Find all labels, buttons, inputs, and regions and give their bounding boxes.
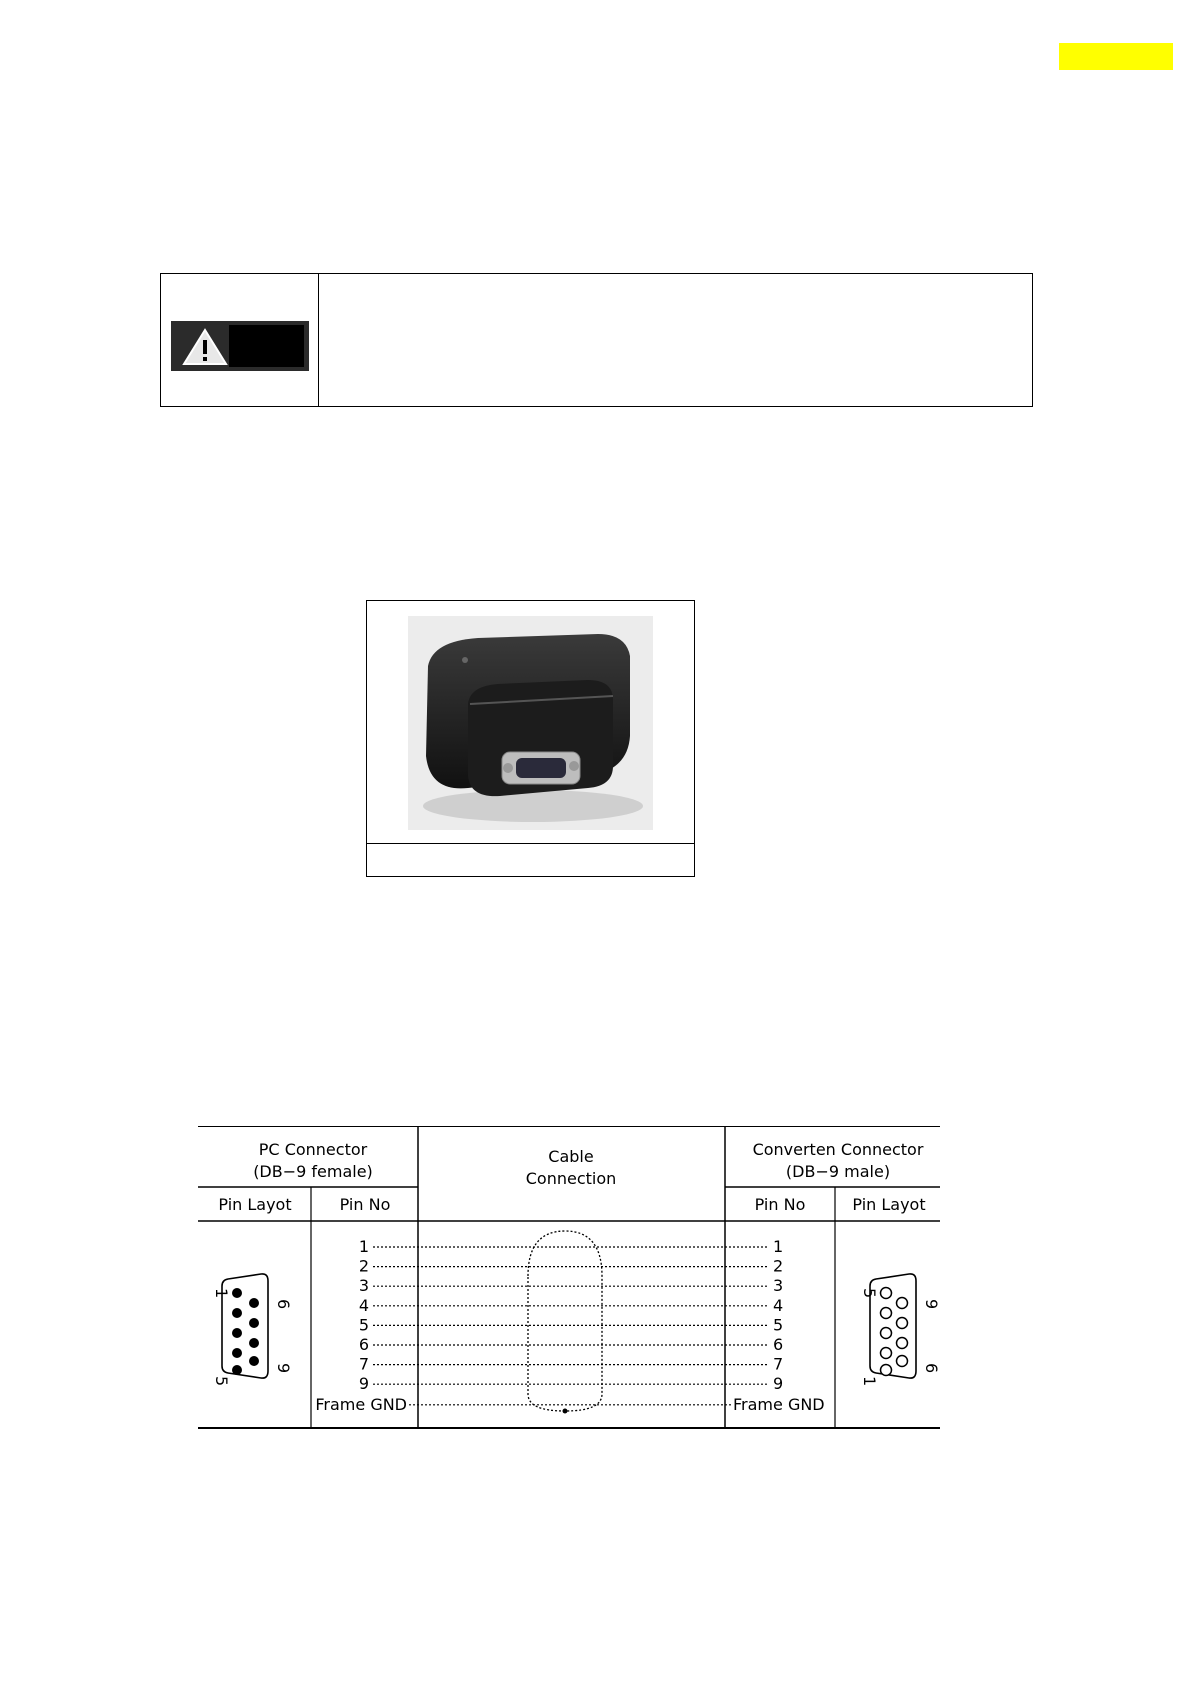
converter-pin-label: 2 bbox=[773, 1256, 784, 1276]
converter-pin-label: 9 bbox=[773, 1374, 784, 1394]
pc-pin-label: 1 bbox=[358, 1237, 369, 1256]
pc-layout-label-9: 9 bbox=[274, 1363, 293, 1374]
converter-layout-label-6: 6 bbox=[922, 1363, 941, 1374]
converter-pin-label: 7 bbox=[773, 1354, 784, 1374]
warning-triangle-icon bbox=[182, 328, 228, 366]
db9-male-layout bbox=[860, 1274, 941, 1386]
cable-header-line1: Cable bbox=[548, 1147, 594, 1166]
converter-pin-label: 4 bbox=[773, 1295, 784, 1315]
converter-layout-label-5: 5 bbox=[860, 1288, 879, 1299]
converter-layout-label-1: 1 bbox=[860, 1376, 879, 1387]
pc-pin-no-header: Pin No bbox=[339, 1195, 391, 1214]
pc-pin-label: Frame GND bbox=[315, 1394, 407, 1414]
pc-connector-title: PC Connector bbox=[258, 1140, 368, 1159]
converter-pin-label: 1 bbox=[773, 1237, 784, 1256]
warning-box-divider bbox=[318, 273, 319, 407]
pin-connection-table bbox=[198, 1126, 958, 1446]
cable-header-line2: Connection bbox=[525, 1169, 617, 1188]
converter-connector-title: Converten Connector bbox=[752, 1140, 924, 1159]
pc-connector-subtitle: (DB−9 female) bbox=[253, 1162, 373, 1181]
converter-pin-label: 6 bbox=[773, 1335, 784, 1354]
converter-pin-label: 3 bbox=[773, 1276, 784, 1296]
highlight-tag bbox=[1059, 43, 1173, 70]
pc-pin-label: 4 bbox=[358, 1295, 369, 1315]
frame-gnd-junction bbox=[563, 1409, 568, 1414]
pc-layout-label-5: 5 bbox=[212, 1376, 231, 1387]
warning-badge-label-area bbox=[229, 325, 304, 367]
converter-connector-subtitle: (DB−9 male) bbox=[785, 1162, 891, 1181]
rs232-converter-photo bbox=[408, 616, 653, 830]
pc-layout-label-1: 1 bbox=[212, 1288, 231, 1299]
converter-pin-no-header: Pin No bbox=[754, 1195, 806, 1214]
converter-pin-label: Frame GND bbox=[733, 1394, 825, 1414]
pc-layout-label-6: 6 bbox=[274, 1299, 293, 1310]
db9-female-layout bbox=[212, 1274, 293, 1386]
pc-pin-label: 9 bbox=[358, 1374, 369, 1394]
pc-pin-label: 7 bbox=[358, 1354, 369, 1374]
converter-layout-label-9: 9 bbox=[922, 1299, 941, 1310]
pc-pin-layout-header: Pin Layot bbox=[218, 1195, 292, 1214]
converter-pin-layout-header: Pin Layot bbox=[852, 1195, 926, 1214]
pc-pin-label: 6 bbox=[358, 1335, 369, 1354]
converter-pin-label: 5 bbox=[773, 1315, 784, 1335]
pc-pin-label: 3 bbox=[358, 1276, 369, 1296]
pc-pin-label: 2 bbox=[358, 1256, 369, 1276]
pc-pin-label: 5 bbox=[358, 1315, 369, 1335]
photo-caption-divider bbox=[366, 843, 695, 844]
cable-wires bbox=[373, 1247, 769, 1405]
